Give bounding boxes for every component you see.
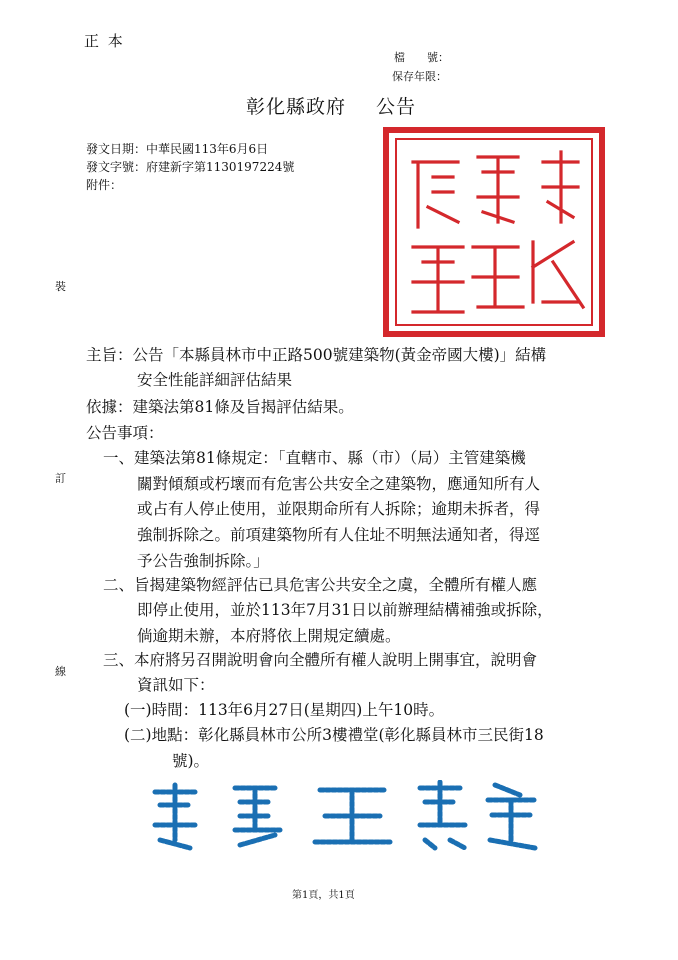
subject-line-2: 安全性能詳細評估結果 [137, 371, 293, 389]
item-2-line-3: 倘逾期未辦，本府將依上開規定續處。 [137, 627, 401, 645]
official-seal [383, 127, 605, 337]
meeting-time: (一)時間：113年6月27日(星期四)上午10時。 [124, 701, 445, 719]
binding-mark-staple: 訂 [55, 472, 66, 485]
item-1-line-5: 予公告強制拆除。」 [137, 552, 269, 570]
item-1-line-4: 強制拆除之。前項建築物所有人住址不明無法通知者，得逕 [137, 526, 541, 544]
item-2-line-2: 即停止使用，並於113年7月31日以前辦理結構補強或拆除， [137, 601, 553, 619]
file-number-label: 檔 號： [394, 51, 449, 64]
meeting-place-line-1: (二)地點：彰化縣員林市公所3樓禮堂(彰化縣員林市三民街18 [124, 726, 544, 744]
issuing-organization: 彰化縣政府 [246, 96, 347, 118]
subject-line-1: 主旨：公告「本縣員林市中正路500號建築物(黃金帝國大樓)」結構 [86, 346, 547, 364]
issue-date: 發文日期：中華民國113年6月6日 [86, 142, 269, 156]
item-2-line-1: 二、旨揭建築物經評估已具危害公共安全之虞，全體所有權人應 [103, 576, 538, 594]
item-1-line-1: 一、建築法第81條規定：「直轄市、縣（市）（局）主管建築機 [103, 449, 526, 467]
item-1-line-2: 關對傾頹或朽壞而有危害公共安全之建築物，應通知所有人 [137, 475, 541, 493]
items-heading: 公告事項： [86, 424, 164, 442]
item-1-line-3: 或占有人停止使用，並限期命所有人拆除；逾期未拆者，得 [137, 500, 541, 518]
retention-period-label: 保存年限： [392, 70, 447, 83]
document-title [246, 92, 416, 119]
page-number: 第1頁，共1頁 [292, 890, 355, 901]
item-3-line-1: 三、本府將另召開說明會向全體所有權人說明上開事宜，說明會 [103, 651, 538, 669]
document-type: 公告 [376, 96, 417, 118]
reference-number: 發文字號：府建新字第1130197224號 [86, 160, 295, 174]
meeting-place-line-2: 號)。 [172, 752, 210, 770]
binding-mark-line: 線 [55, 665, 66, 678]
item-3-line-2: 資訊如下： [137, 676, 215, 694]
basis-line: 依據：建築法第81條及旨揭評估結果。 [86, 398, 354, 416]
binding-mark-bind: 裝 [55, 280, 66, 293]
original-copy-label: 正 本 [84, 32, 125, 50]
attachment-label: 附件： [86, 178, 123, 192]
mayor-signature-stamp [140, 780, 540, 852]
